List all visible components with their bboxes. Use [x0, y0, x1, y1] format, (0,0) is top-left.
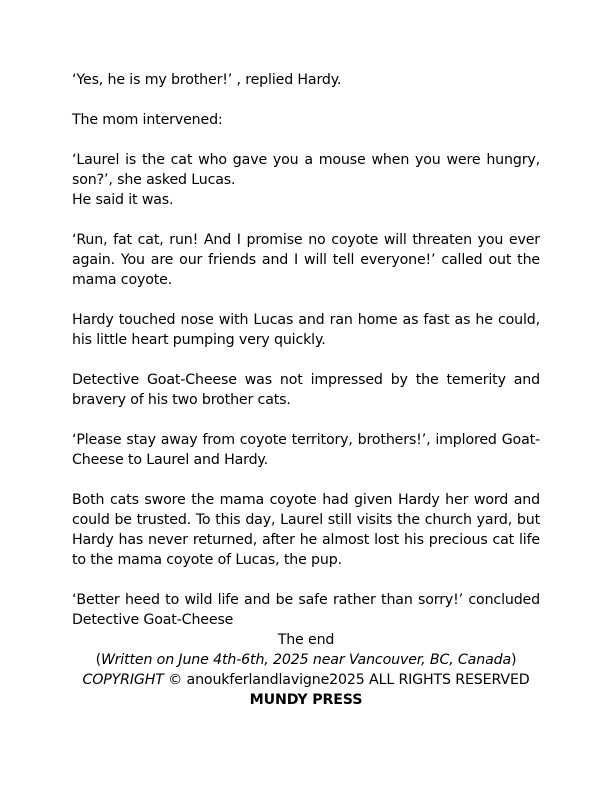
the-end-heading: The end	[277, 632, 335, 648]
paragraph-detective-not-impressed: Detective Goat-Cheese was not impressed by the temerity and bravery of his two brother cats.	[72, 372, 540, 408]
paragraph-run-fat-cat: ‘Run, fat cat, run! And I promise no coyote will threaten you ever again. You are our friends and I will tell everyone!’ called out the mama coyote.	[72, 232, 540, 288]
written-close-paren: )	[511, 652, 517, 668]
paragraph-laurel-question: ‘Laurel is the cat who gave you a mouse when you were hungry, son?’, she asked Lucas.	[72, 152, 540, 188]
document-page	[72, 70, 540, 710]
publisher-name: MUNDY PRESS	[249, 692, 363, 708]
paragraph-hardy-ran-home: Hardy touched nose with Lucas and ran home as fast as he could, his little heart pumping very quickly.	[72, 312, 540, 348]
paragraph-yes-brother: ‘Yes, he is my brother!’ , replied Hardy.	[72, 72, 342, 88]
paragraph-both-cats-swore: Both cats swore the mama coyote had given Hardy her word and could be trusted. To this day, Laurel still visits the church yard, but Hardy has never returned, after he almost lost his precious cat life to the mama coyote of Lucas, the pup.	[72, 492, 540, 568]
copyright-label: COPYRIGHT	[82, 672, 164, 688]
copyright-line	[72, 670, 540, 690]
paragraph-he-said: He said it was.	[72, 192, 174, 208]
paragraph-mom-intervened: The mom intervened:	[72, 112, 223, 128]
written-date-line	[72, 650, 540, 670]
paragraph-better-heed: ‘Better heed to wild life and be safe rather than sorry!’ concluded Detective Goat-Cheese	[72, 592, 540, 628]
written-open-paren: (	[95, 652, 101, 668]
paragraph-stay-away: ‘Please stay away from coyote territory, brothers!’, implored Goat-Cheese to Laurel and Hardy.	[72, 432, 540, 468]
copyright-text: © anoukferlandlavigne2025 ALL RIGHTS RESERVED	[163, 672, 530, 688]
written-date-text: Written on June 4th-6th, 2025 near Vancouver, BC, Canada	[100, 652, 512, 668]
